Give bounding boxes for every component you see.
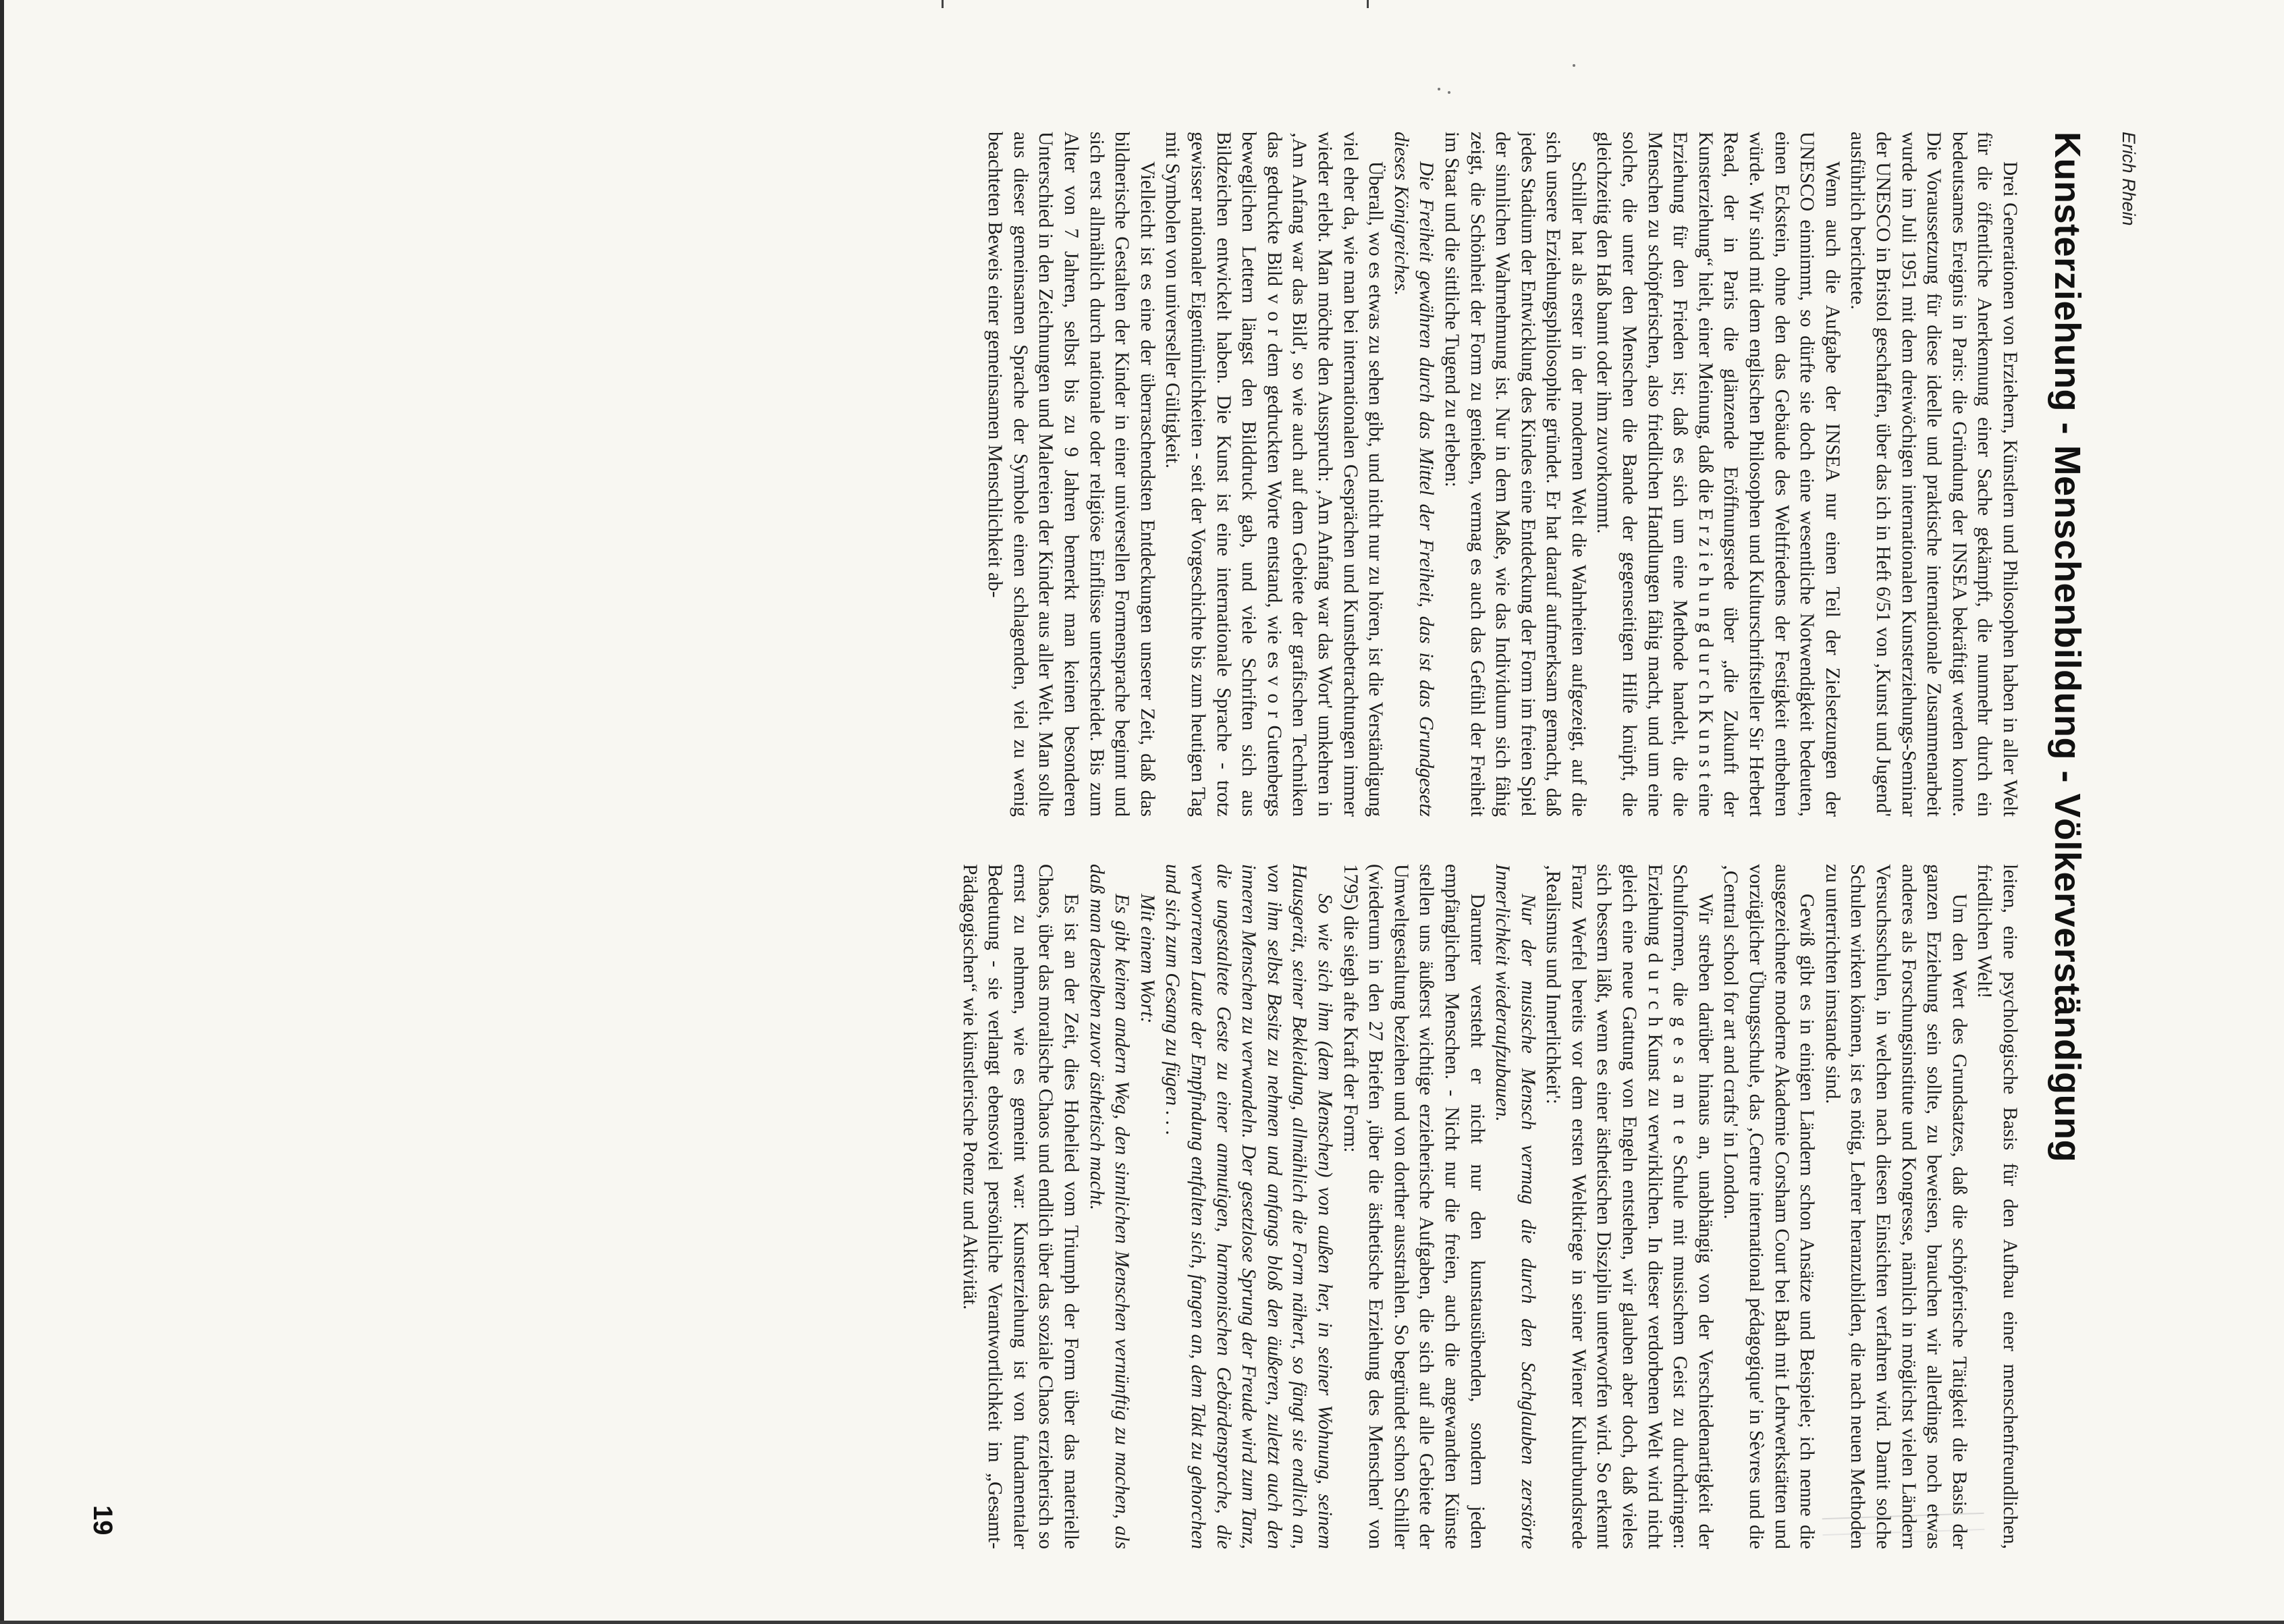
paragraph: Darunter versteht er nicht nur den kunstausübenden, sondern jeden empfänglichen Menschen. - Nicht nur die freien, auch die angewandten Künste stellen uns äußerst wichtige erzieherische Aufgaben, die sich auf alle Gebiete der Umweltgestaltung beziehen und von dorther ausstrahlen. So begründet schon Schiller (wiederum in den 27 Briefen ‚über die ästhetische Erziehung des Menschen' von 1795) die siegh afte Kraft der Form: — [1339, 864, 1488, 1549]
italic-quote: So wie sich ihm (dem Menschen) von außen her, in seiner Wohnung, seinem Hausgerät, seiner Bekleidung, allmählich die Form nähert, so fängt sie endlich an, von ihm selbst Besitz zu nehmen und anfangs bloß den äußeren, zuletzt auch den inneren Menschen zu verwandeln. Der gesetzlose Sprung der Freude wird zum Tanz, die ungestaltete Geste zu einer anmutigen, harmonischen Gebärdensprache, die verworrenen Laute der Empfindung entfalten sich, fangen an, dem Takt zu gehorchen und sich zum Gesang zu fügen . . . — [1162, 864, 1336, 1549]
paragraph: Wir streben darüber hinaus an, unabhängig von der Verschiedenartigkeit der Schulformen, die g e s a m t e Schule mit musischem Geist zu durchdringen: Erziehung d u r c h Kunst zu verwirklichen. In dieser verdorbenen Welt wird nicht gleich eine neue Gattung von Engeln entstehen, wir glauben aber doch, daß vieles sich bessern läßt, wenn es einer ästhetischen Disziplin unterworfen wird. So erkennt Franz Werfel bereits vor dem ersten Weltkriege in seiner Wiener Kulturbundsrede ‚Realismus und Innerlichkeit': — [1542, 864, 1716, 1549]
paragraph: Überall, wo es etwas zu sehen gibt, und nicht nur zu hören, ist die Verständigung viel eher da, wie man bei internationalen Gesprächen und Kunstbetrachtungen immer wieder erlebt. Man möchte den Ausspruch: ‚Am Anfang war das Wort' umkehren in ‚Am Anfang war das Bild', so wie auch auf dem Gebiete der grafischen Techniken das gedruckte Bild v o r dem gedruckten Worte entstand, wie es v o r Gutenbergs beweglichen Lettern längst den Bilddruck gab, und viele Schriften sich aus Bildzeichen entwickelt haben. Die Kunst ist eine internationale Sprache - trotz gewisser nationaler Eigentümlichkeiten - seit der Vorgeschichte bis zum heutigen Tag mit Symbolen von universeller Gültigkeit. — [1162, 132, 1387, 817]
article-author: Erich Rhein — [2119, 132, 2139, 226]
paragraph: Um den Wert des Grundsatzes, daß die schöpferische Tätigkeit die Basis der ganzen Erziehung sein sollte, zu beweisen, brauchen wir allerdings noch etwas anderes als Forschungsinstitute und Kongresse, nämlich in möglichst vielen Ländern Versuchsschulen, in welchen nach diesen Einsichten verfahren wird. Damit solche Schulen wirken können, ist es nötig, Lehrer heranzubilden, die nach neuen Methoden zu unterrichten imstande sind. — [1821, 864, 1970, 1549]
paragraph: Drei Generationen von Erziehern, Künstlern und Philosophen haben in aller Welt für die öffentliche Anerkennung einer Sache gekämpft, die nunmehr durch ein bedeutsames Ereignis in Paris: die Gründung der INSEA bekräftigt werden konnte. Die Voraussetzung für diese ideelle und praktische internationale Zusammenarbeit wurde im Juli 1951 mit dem dreiwöchigen internationalen Kunsterziehungs-Seminar der UNESCO in Bristol geschaffen, über das ich in Heft 6/51 von ‚Kunst und Jugend' ausführlich berichtete. — [1847, 132, 2021, 817]
italic-quote: Die Freiheit gewähren durch das Mittel der Freiheit, das ist das Grundgesetz dieses Königreiches. — [1390, 132, 1438, 817]
italic-quote: Mit einem Wort: — [1136, 894, 1158, 1024]
paragraph: leiten, eine psychologische Basis für den Aufbau einer menschenfreundlichen, friedlichen Welt! — [1974, 864, 2021, 1549]
page-number: 19 — [88, 1505, 117, 1536]
paragraph: Es ist an der Zeit, dies Hohelied vom Triumph der Form über das materielle Chaos, über das moralische Chaos und endlich über das soziale Chaos erzieherisch so ernst zu nehmen, wie es gemeint war: Kunsterziehung ist von fundamentaler Bedeutung - sie verlangt ebensoviel persönliche Verantwortlichkeit im „Gesamt-Pädagogischen“ wie künstlerische Potenz und Aktivität. — [958, 864, 1083, 1549]
text-column-left — [51, 132, 2022, 817]
italic-quote: Es gibt keinen andern Weg, den sinnlichen Menschen vernünftig zu machen, als daß man denselben zuvor ästhetisch macht. — [1085, 864, 1133, 1549]
article-title: Kunsterziehung - Menschenbildung - Völkerverständigung — [2047, 132, 2088, 1163]
text-column-right — [51, 864, 2022, 1549]
paragraph: Schiller hat als erster in der modernen Welt die Wahrheiten aufgezeigt, auf die sich unsere Erziehungsphilosophie gründet. Er hat darauf aufmerksam gemacht, daß jedes Stadium der Entwicklung des Kindes eine Entdeckung der Form im freien Spiel der sinnlichen Wahrnehmung ist. Nur in dem Maße, wie das Individuum sich fähig zeigt, die Schönheit der Form zu genießen, vermag es auch das Gefühl der Freiheit im Staat und die sittliche Tugend zu erleben: — [1440, 132, 1589, 817]
italic-quote: Nur der musische Mensch vermag die durch den Sachglauben zerstörte Innerlichkeit wiederaufzubauen. — [1492, 864, 1539, 1549]
paragraph: Wenn auch die Aufgabe der INSEA nur einen Teil der Zielsetzungen der UNESCO einnimmt, so dürfte sie doch eine wesentliche Notwendigkeit bedeuten, einen Eckstein, ohne den das Gebäude des Weltfriedens der Festigkeit entbehren würde. Wir sind mit dem englischen Philosophen und Kulturschriftsteller Sir Herbert Read, der in Paris die glänzende Eröffnungsrede über „die Zukunft der Kunsterziehung“ hielt, einer Meinung, daß die E r z i e h u n g d u r c h K u n s t eine Erziehung für den Frieden ist; daß es sich um eine Methode handelt, die die Menschen zu schöpferischen, also friedlichen Handlungen fähig macht, und um eine solche, die unter den Menschen die Bande der gegenseitigen Hilfe knüpft, die gleichzeitig den Haß bannt oder ihm zuvorkommt. — [1593, 132, 1843, 817]
paragraph: Vielleicht ist es eine der überraschendsten Entdeckungen unserer Zeit, daß das bildnerische Gestalten der Kinder in einer universellen Formensprache beginnt und sich erst allmählich durch nationale oder religiöse Einflüsse unterscheidet. Bis zum Alter von 7 Jahren, selbst bis zu 9 Jahren bemerkt man keinen besonderen Unterschied in den Zeichnungen und Malereien der Kinder aus aller Welt. Man sollte aus dieser gemeinsamen Sprache der Symbole einen schlagenden, viel zu wenig beachteten Beweis einer gemeinsamen Menschlichkeit ab- — [984, 132, 1158, 817]
paragraph: Gewiß gibt es in einigen Ländern schon Ansätze und Beispiele; ich nenne die ausgezeichnete moderne Akademie Corsham Court bei Bath mit Lehrwerkstätten und vorzüglicher Übungsschule, das ‚Centre international pédagogique' in Sèvres und die ‚Central school for art and crafts' in London. — [1720, 864, 1818, 1549]
